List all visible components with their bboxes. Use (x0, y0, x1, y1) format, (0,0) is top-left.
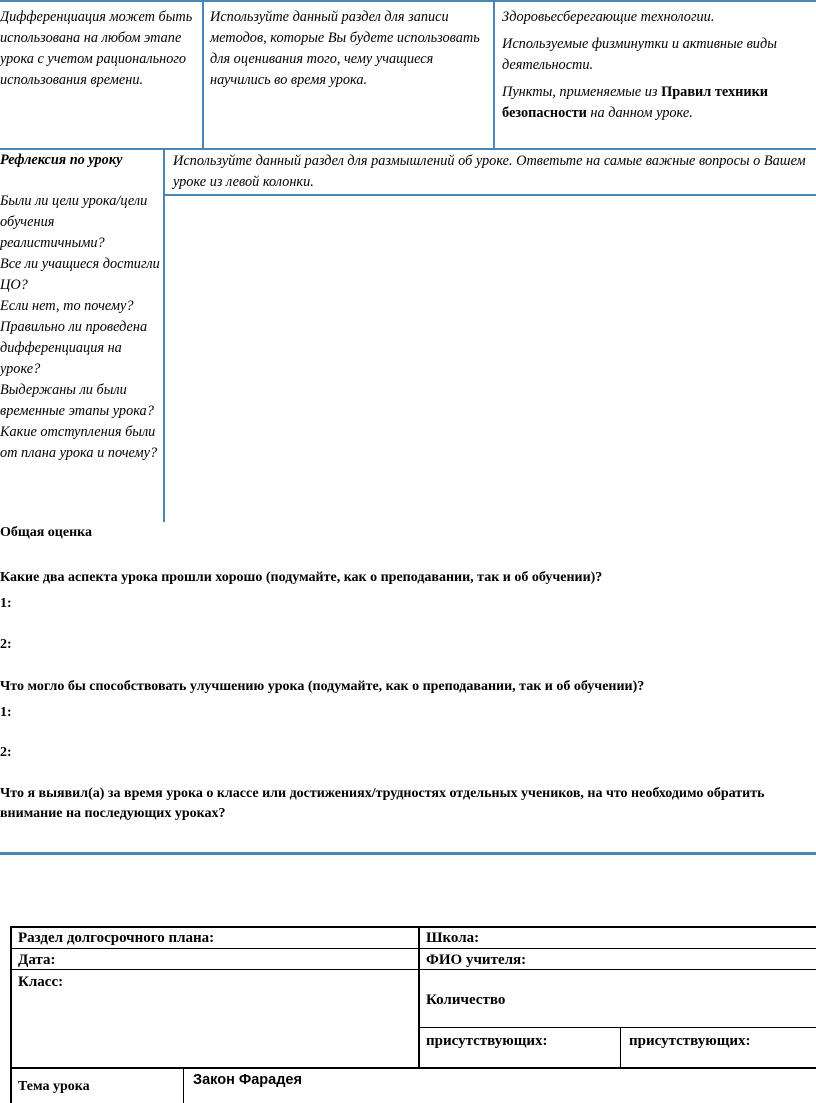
safety-text: Пункты, применяемые из Правил техники безопасности на данном уроке. (502, 84, 769, 121)
plan-topic-divider (183, 1068, 184, 1103)
assessment-text: Используйте данный раздел для записи методов, которые Вы будете использовать для оценивания того, чему учащиеся научились во время урока. (210, 9, 480, 88)
top-border (0, 0, 816, 2)
reflection-cell (0, 150, 160, 464)
plan-section-label: Раздел долгосрочного плана: (18, 930, 215, 946)
plan-sub-divider (418, 1027, 816, 1028)
reflection-instruction: Используйте данный раздел для размышлений об уроке. Ответьте на самые важные вопросы о Вашем уроке из левой колонки. (173, 153, 806, 190)
plan-teacher-label: ФИО учителя: (426, 952, 527, 968)
reflection-question: Какие отступления были от плана урока и почему? (0, 424, 158, 461)
top-cell-assessment (210, 7, 490, 91)
plan-topic-label: Тема урока (18, 1079, 90, 1094)
reflection-question: Выдержаны ли были временные этапы урока? (0, 382, 154, 419)
plan-row-divider-2 (10, 969, 816, 970)
plan-left-border (10, 926, 12, 1103)
plan-count-label: Количество (426, 992, 506, 1008)
summary-heading: Общая оценка (0, 525, 92, 540)
summary-q2-item-2[interactable]: 2: (0, 745, 12, 760)
summary-bottom-border (0, 852, 816, 855)
plan-present-divider (620, 1027, 621, 1068)
summary-q3: Что я выявил(а) за время урока о классе или достижениях/трудностях отдельных учеников, на что необходимо обратить внимание на последующих уроках? (0, 786, 765, 821)
differentiation-text: Дифференциация может быть использована на любом этапе урока с учетом рационального использования времени. (0, 9, 193, 88)
reflection-title: Рефлексия по уроку (0, 152, 123, 168)
reflection-question: Если нет, то почему? (0, 298, 134, 314)
reflection-question: Все ли учащиеся достигли ЦО? (0, 256, 160, 293)
plan-school-label: Школа: (426, 930, 480, 946)
reflection-instruction-cell (173, 151, 816, 193)
summary-q1-item-2[interactable]: 2: (0, 637, 12, 652)
plan-date-label: Дата: (18, 952, 56, 968)
col-divider-2 (493, 0, 495, 150)
plan-topic-value: Закон Фарадея (193, 1072, 302, 1088)
top-cell-health (502, 7, 812, 124)
reflection-questions (0, 191, 160, 464)
col-divider-1 (202, 0, 204, 150)
summary-q2-item-1[interactable]: 1: (0, 705, 12, 720)
safety-rules-bold: Правил техники безопасности (502, 84, 769, 121)
summary-q1-item-1[interactable]: 1: (0, 596, 12, 611)
summary-q2: Что могло бы способствовать улучшению урока (подумайте, как о преподавании, так и об обучении)? (0, 679, 645, 694)
plan-present-label-2: присутствующих: (629, 1033, 751, 1049)
top-cell-differentiation (0, 7, 198, 91)
plan-row-divider-3 (10, 1067, 816, 1069)
health-tech-text: Здоровьесберегающие технологии. (502, 9, 715, 25)
plan-row-divider-1 (10, 948, 816, 949)
plan-class-label: Класс: (18, 974, 64, 990)
activities-text: Используемые физминутки и активные виды деятельности. (502, 36, 777, 73)
reflection-answer-area[interactable] (165, 196, 816, 522)
summary-q1: Какие два аспекта урока прошли хорошо (подумайте, как о преподавании, так и об обучении)? (0, 570, 603, 585)
plan-present-label-1: присутствующих: (426, 1033, 548, 1049)
reflection-question: Правильно ли проведена дифференциация на уроке? (0, 319, 148, 377)
reflection-question: Были ли цели урока/цели обучения реалистичными? (0, 193, 148, 251)
plan-top-border (10, 926, 816, 928)
